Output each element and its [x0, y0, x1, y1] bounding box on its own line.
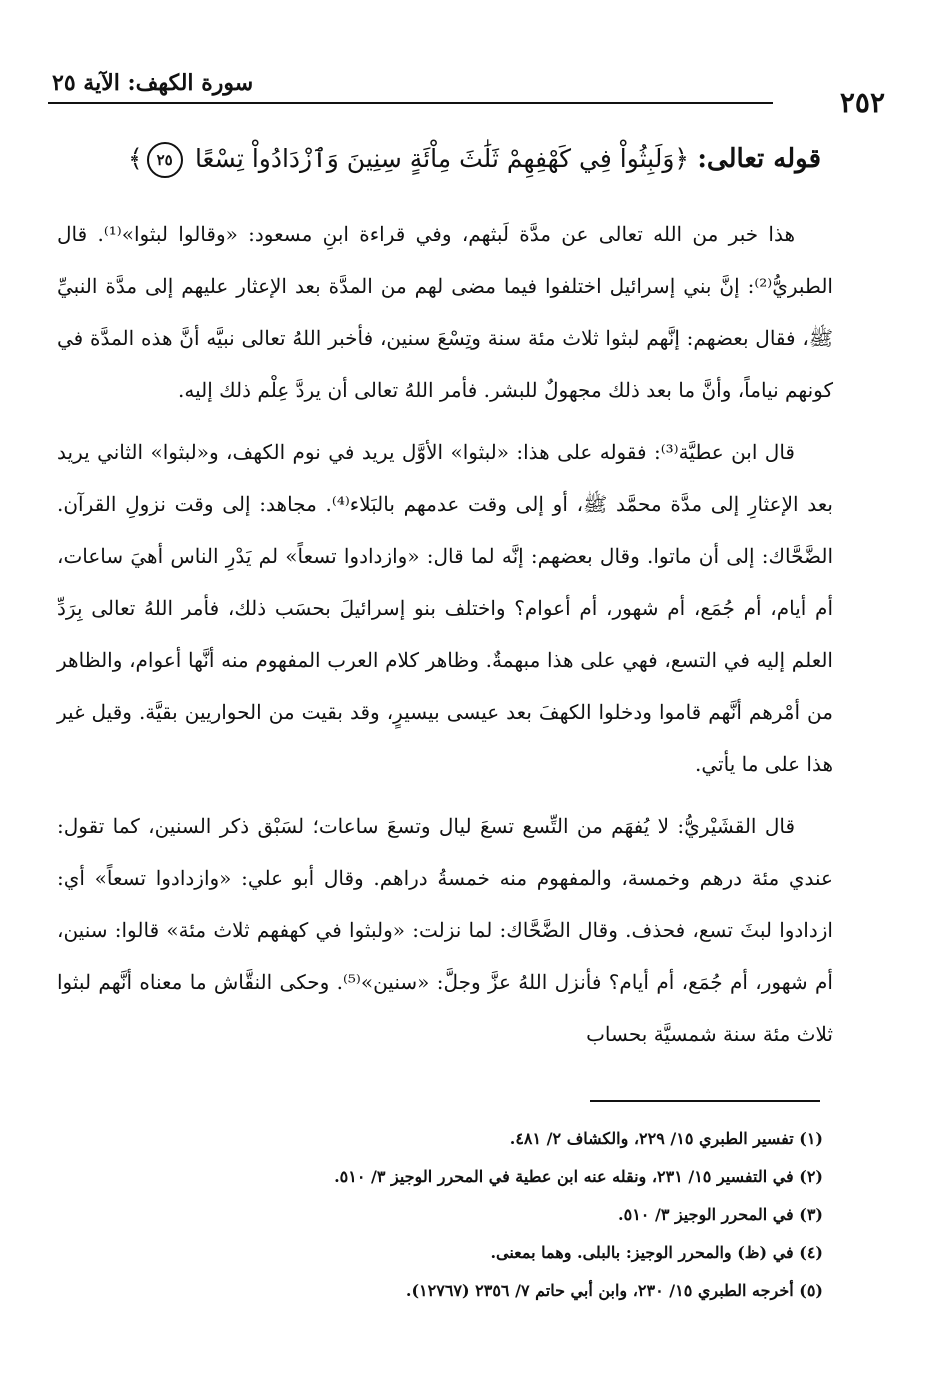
verse-open-bracket: ﴿	[674, 144, 690, 173]
footnotes	[120, 1120, 823, 1310]
footnote: (١) تفسير الطبري ١٥/ ٢٢٩، والكشاف ٢/ ٤٨١.	[509, 1129, 823, 1148]
footnote: (٣) في المحرر الوجيز ٣/ ٥١٠.	[618, 1205, 823, 1224]
footnote: (٥) أخرجه الطبري ١٥/ ٢٣٠، وابن أبي حاتم ٧/ ٢٣٥٦ (١٢٧٦٧).	[405, 1281, 823, 1300]
verse-lead: قوله تعالى:	[697, 144, 821, 174]
paragraph: هذا خبر من الله تعالى عن مدَّة لَبثهم، وفي قراءة ابنِ مسعود: «وقالوا لبثوا»⁽¹⁾. قال الطبريُّ⁽²⁾: إنَّ بني إسرائيل اختلفوا فيما مضى لهم من المدَّة بعد الإعثار عليهم إلى مدَّة النبيِّ ﷺ، فقال بعضهم: إنَّهم لبثوا ثلاث مئة سنة وتِسْعَ سنين، فأخبر اللهُ تعالى نبيَّه أنَّ هذه المدَّة في كونهم نياماً، وأنَّ ما بعد ذلك مجهولٌ للبشر. فأمر اللهُ تعالى أن يردَّ عِلْم ذلك إليه.	[57, 222, 833, 402]
paragraph: قال ابن عطيَّة⁽³⁾: فقوله على هذا: «لبثوا» الأوَّل يريد في نوم الكهف، و«لبثوا» الثاني يريد بعد الإعثارِ إلى مدَّة محمَّد ﷺ، أو إلى وقت عدمهم بالبَلاء⁽⁴⁾. مجاهد: إلى وقت نزولِ القرآن. الضَّحَّاك: إلى أن ماتوا. وقال بعضهم: إنَّه لما قال: «وازدادوا تسعاً» لم يَدْرِ الناس أهيَ ساعات، أم أيام، أم جُمَع، أم شهور، أم أعوام؟ واختلف بنو إسرائيلَ بحسَب ذلك، فأمر اللهُ تعالى بِرَدِّ العلم إليه في التسع، فهي على هذا مبهمةٌ. وظاهر كلام العرب المفهوم منه أنَّها أعوام، والظاهر من أمْرهم أنَّهم قاموا ودخلوا الكهفَ بعد عيسى بيسيرٍ، وقد بقيت من الحواريين بقيَّة. وقيل غير هذا على ما يأتي.	[57, 440, 833, 776]
header-rule	[48, 102, 773, 104]
verse-heading	[100, 142, 821, 192]
paragraph: قال القشَيْريُّ: لا يُفهَم من التِّسع تسعَ ليال وتسعَ ساعات؛ لسَبْق ذكر السنين، كما تقول: عندي مئة درهم وخمسة، والمفهوم منه خمسةُ دراهم. وقال أبو علي: «وازدادوا تسعاً» أي: ازدادوا لبثَ تسع، فحذف. وقال الضَّحَّاك: لما نزلت: «ولبثوا في كهفهم ثلاث مئة» قالوا: سنين، أم شهور، أم جُمَع، أم أيام؟ فأنزل اللهُ عزَّ وجلَّ: «سنين»⁽⁵⁾. وحكى النقَّاش ما معناه أنَّهم لبثوا ثلاث مئة سنة شمسيَّة بحساب	[57, 814, 833, 1046]
footnote-rule	[590, 1100, 820, 1102]
verse-close-bracket: ﴾	[128, 144, 143, 173]
body-text	[57, 208, 833, 1070]
ayah-number-badge: ٢٥	[147, 142, 183, 178]
page-number: ٢٥٢	[839, 86, 885, 119]
footnote: (٤) في (ظ) والمحرر الوجيز: بالبلى. وهما بمعنى.	[490, 1243, 823, 1262]
verse-text: وَلَبِثُواْ فِي كَهْفِهِمْ ثَلَٰثَ مِاْئَةٍ سِنِينَ وَٱزْدَادُواْ تِسْعًا	[194, 144, 675, 173]
running-header	[48, 62, 893, 122]
footnote: (٢) في التفسير ١٥/ ٢٣١، ونقله عنه ابن عطية في المحرر الوجيز ٣/ ٥١٠.	[334, 1167, 823, 1186]
running-title: سورة الكهف: الآية ٢٥	[52, 70, 254, 96]
